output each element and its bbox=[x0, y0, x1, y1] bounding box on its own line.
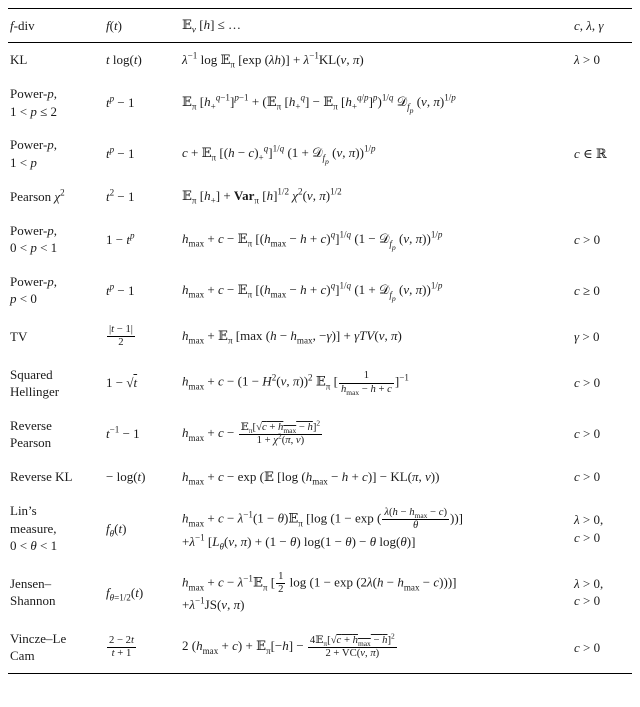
fdiv-name: Reverse KL bbox=[10, 469, 73, 485]
fdiv-name: Power-p, 1 < p bbox=[10, 137, 58, 170]
bound-cell: c + 𝔼$_\pi$ $[(h - c)_+^q]^{1/q}$ (1 + 𝒟$_{f_p}$ (ν, π))$^{1/p}$ bbox=[182, 144, 376, 166]
fdiv-name: Jensen– Shannon bbox=[10, 575, 56, 609]
bound-cell: $h_{max} + c$ − 𝔼$_\pi$ $[(h_{max} - h + c)^q]^{1/q}$ (1 + 𝒟$_{f_p}$ (ν, π))$^{1/p}$ bbox=[182, 280, 443, 303]
condition-cell: c > 0 bbox=[574, 639, 601, 655]
ft-cell: $f_{\theta=1/2}(t)$ bbox=[106, 584, 144, 603]
bound-cell: $h_{max} + c$ − $\frac{𝔼_\pi[√c + h_{max} - h]^2}{1 + \chi^2(\pi, \nu)}$ bbox=[182, 418, 321, 447]
ft-cell: $t^2 - 1$ bbox=[106, 187, 135, 204]
fdiv-name: Power-p, 1 < p ≤ 2 bbox=[10, 86, 58, 119]
bound-cell: $h_{max} + c - \lambda^{-1}(1$ − θ)𝔼$_\pi$ [log (1 − exp ( $\frac{\lambda(h - h_{max} - c)}{\theta}$ ))] $+\lambda^{-1}$ [$L_\theta(\nu$, π) + (1 − θ) log(1 − θ) − θ log(θ)] bbox=[182, 507, 464, 552]
condition-cell: c > 0 bbox=[574, 231, 601, 247]
condition-cell: c > 0 bbox=[574, 426, 601, 442]
bound-cell: $h_{max} + c - \exp$ (𝔼 [log $(h_{max} - h + c)] - KL(\pi$, ν)) bbox=[182, 468, 440, 487]
row-power-p-0-1 bbox=[8, 214, 632, 265]
row-pearson-chi2 bbox=[8, 179, 632, 214]
row-tv bbox=[8, 316, 632, 358]
condition-cell: γ > 0 bbox=[574, 328, 600, 344]
ft-cell: $t^p - 1$ bbox=[106, 144, 135, 161]
header-conditions: c, λ, γ bbox=[574, 17, 604, 33]
bound-cell: $h_{max}$ + 𝔼$_\pi$ [max ($h - h_{max}$, −γ)] + γTV(ν, π) bbox=[182, 328, 402, 347]
bound-cell: $h_{max} + c$ − $\lambda^{-1}𝔼_\pi$ [ $\frac{1}{2}$ $\log (1 - \exp (2\lambda(h - h_{max} - c)))$] $+\lambda^{-1}JS(\nu$, π) bbox=[182, 570, 457, 613]
row-jensen-shannon bbox=[8, 563, 632, 622]
ft-cell: $t^p - 1$ bbox=[106, 93, 135, 110]
ft-cell: $t^{-1} - 1$ bbox=[106, 425, 140, 442]
condition-cell bbox=[572, 179, 632, 214]
ft-cell: − log(t) bbox=[106, 469, 146, 485]
bound-cell: 𝔼$_\pi$ $[h_+^{q-1}]^{p-1}$ + (𝔼$_\pi$ $[h_+^q]$ − 𝔼$_\pi$ $[h_+^{q/p}]^p)^{1/q}$ 𝒟$_{f_p}$ (ν, π)$^{1/p}$ bbox=[182, 93, 456, 115]
fdiv-name: Power-p, 0 < p < 1 bbox=[10, 222, 58, 256]
row-reverse-pearson bbox=[8, 409, 632, 460]
f-divergence-bounds-table bbox=[8, 8, 632, 674]
fdiv-name: KL bbox=[10, 52, 28, 68]
ft-cell: $\frac{2 - 2t}{t + 1}$ bbox=[109, 634, 134, 659]
ft-cell: t log(t) bbox=[106, 52, 142, 68]
condition-cell: c > 0 bbox=[574, 375, 601, 391]
fdiv-name: Power-p, p < 0 bbox=[10, 273, 58, 307]
condition-cell: c ≥ 0 bbox=[574, 282, 600, 298]
row-lins-measure bbox=[8, 494, 632, 563]
ft-cell: $\frac{|t - 1|}{2}$ bbox=[109, 324, 133, 349]
fdiv-name: Squared Hellinger bbox=[10, 366, 60, 400]
bound-cell: $\lambda^{-1}$ log 𝔼$_\pi$ [exp $(\lambda h)] + \lambda^{-1}KL(\nu$, π) bbox=[182, 50, 364, 70]
ft-cell: $1 - t^p$ bbox=[106, 230, 135, 247]
condition-cell: λ > 0 bbox=[574, 52, 600, 68]
row-vincze-le-cam bbox=[8, 622, 632, 674]
fdiv-name: Reverse Pearson bbox=[10, 417, 52, 451]
ft-cell: $f_\theta(t)$ bbox=[106, 520, 127, 539]
bound-cell: $h_{max} + c$ − 𝔼$_\pi$ $[(h_{max} - h + c)^q]^{1/q}$ (1 − 𝒟$_{f_p}$ (ν, π))$^{1/p}$ bbox=[182, 229, 443, 252]
paper-table-page bbox=[8, 8, 632, 674]
condition-cell: λ > 0, c > 0 bbox=[574, 512, 604, 545]
header-row bbox=[8, 9, 632, 43]
header-bound: 𝔼$_\nu$ [h] ≤ … bbox=[182, 17, 242, 35]
condition-cell: c ∈ ℝ bbox=[574, 145, 607, 161]
row-power-p-gt-1 bbox=[8, 128, 632, 179]
bound-cell: 𝔼$_\pi$ $[h_+] + Var_\pi$ $[h]^{1/2}$ $\chi^2(\nu$, π)$^{1/2}$ bbox=[182, 186, 342, 206]
condition-cell: c > 0 bbox=[574, 469, 601, 485]
row-kl bbox=[8, 42, 632, 77]
fdiv-name: Pearson $\chi^2$ bbox=[10, 187, 65, 204]
row-power-p-1-2 bbox=[8, 77, 632, 128]
ft-cell: 1 − √t bbox=[106, 375, 138, 391]
condition-cell bbox=[572, 77, 632, 128]
fdiv-name: TV bbox=[10, 328, 28, 344]
row-reverse-kl bbox=[8, 460, 632, 495]
fdiv-name: Lin’s measure, 0 < θ < 1 bbox=[10, 503, 58, 554]
ft-cell: $t^p - 1$ bbox=[106, 281, 135, 298]
header-ft: f(t) bbox=[106, 17, 122, 33]
fdiv-name: Vincze–Le Cam bbox=[10, 630, 67, 664]
row-power-p-neg bbox=[8, 265, 632, 316]
header-fdiv: f-div bbox=[10, 17, 35, 33]
bound-cell: $h_{max} + c - (1 - H^2(\nu$, π))$^2$ 𝔼$_\pi$ [ $\frac{1}{h_{max} - h + c}$ ]$^{-1}$ bbox=[182, 370, 409, 397]
bound-cell: 2 $(h_{max} + c)$ + 𝔼$_\pi$[−h] − $\frac{4𝔼_\pi[√c + h_{max} - h]^2}{2 + VC(\nu, \pi)}$ bbox=[182, 631, 395, 660]
row-squared-hellinger bbox=[8, 358, 632, 409]
condition-cell: λ > 0, c > 0 bbox=[574, 575, 604, 609]
